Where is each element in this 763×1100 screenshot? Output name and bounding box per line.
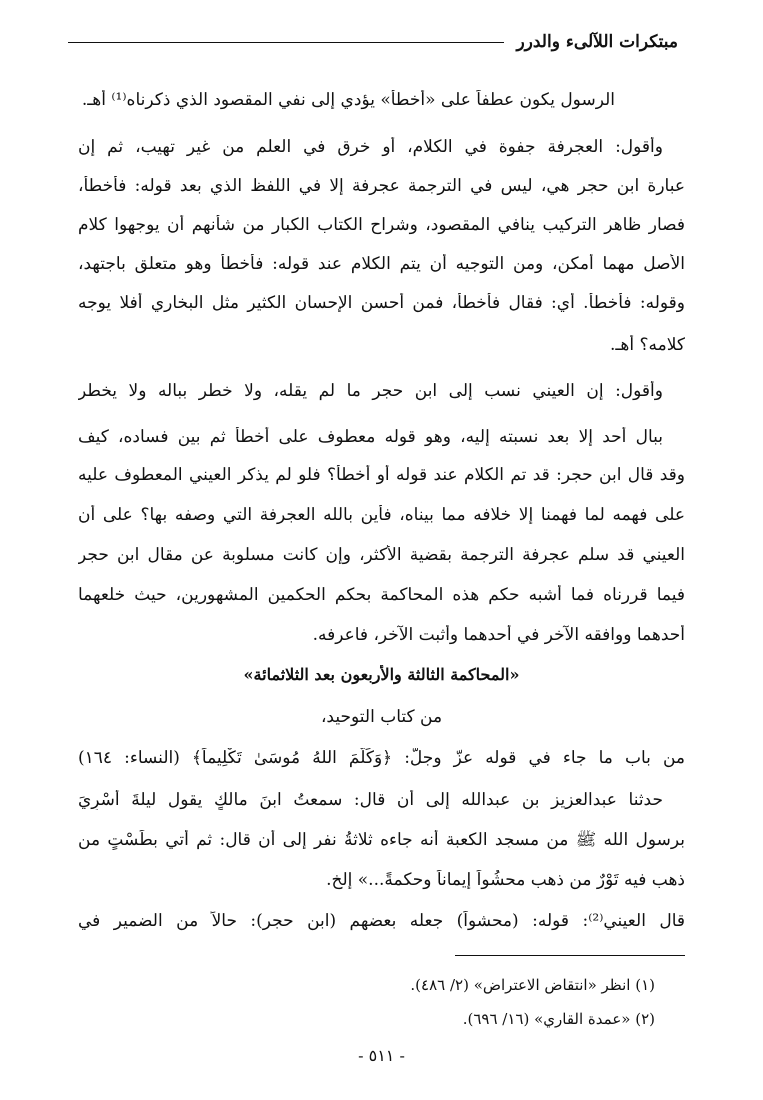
text-line: العيني قد سلم عجرفة الترجمة بقضية الأكثر، وإن كانت مسلوبة عن مقال ابن حجر <box>78 545 685 565</box>
header-title: مبتكرات اللآلىء والدرر <box>516 32 678 52</box>
paragraph-block <box>78 427 685 447</box>
text-line: على فهمه لما فهمنا إلا خلافه مما بيناه، فأين بالله العجرفة التي وصفه بها؟ على أن <box>78 505 685 525</box>
paragraph-block <box>78 137 685 157</box>
paragraph-block <box>78 215 685 235</box>
text-line: كلامه؟ أهـ. <box>610 335 685 355</box>
body-text <box>78 90 685 110</box>
footnote: (٢) «عمدة القاري» (١٦/ ٦٩٦). <box>462 1010 655 1028</box>
page-number: - ٥١١ - <box>358 1046 405 1065</box>
paragraph-block <box>78 176 685 196</box>
text-line: وقد قال ابن حجر: قد تم الكلام عند قوله أو أخطأ؟ فلو لم يذكر العيني المعطوف عليه <box>78 465 685 485</box>
text-line: قال العيني⁽²⁾: قوله: (محشواً) جعله بعضهم (ابن حجر): حالاً من الضمير في <box>78 911 685 931</box>
text-line: الأصل مهما أمكن، ومن التوجيه أن يتم الكلام عند قوله: فأخطأ وهو متعلق باجتهد، <box>78 254 685 274</box>
text-line: وأقول: إن العيني نسب إلى ابن حجر ما لم يقله، ولا خطر بباله ولا يخطر <box>78 381 663 401</box>
section-heading-block <box>78 665 685 685</box>
paragraph-block <box>78 505 685 525</box>
paragraph-block <box>78 585 685 605</box>
text-line: أحدهما ووافقه الآخر في أحدهما وأثبت الآخر، فاعرفه. <box>312 625 685 645</box>
section-subheading-block <box>78 707 685 727</box>
section-heading: «المحاكمة الثالثة والأربعون بعد الثلاثمائة» <box>243 665 520 684</box>
paragraph-block <box>78 381 685 401</box>
paragraph-block <box>78 465 685 485</box>
paragraph-block <box>78 545 685 565</box>
paragraph-block <box>78 625 685 645</box>
paragraph-block <box>78 335 685 355</box>
text-line: ببال أحد إلا بعد نسبته إليه، وهو قوله معطوف على أخطأ ثم بين فساده، كيف <box>78 427 663 447</box>
paragraph-block <box>78 911 685 931</box>
text-line: عبارة ابن حجر هي، ليس في الترجمة عجرفة إلا في اللفظ الذي بعد قوله: فأخطأ، <box>78 176 685 196</box>
text-line: من باب ما جاء في قوله عزّ وجلّ: ﴿وَكَلَّمَ اللهُ مُوسَىٰ تَكْلِيماً﴾ (النساء: ١٦٤) <box>78 748 685 768</box>
text-line: وقوله: فأخطأ. أي: فقال فأخطأ، فمن أحسن الإحسان الكثير مثل البخاري أفلا يوجه <box>78 293 685 313</box>
running-header <box>68 30 678 54</box>
footnote-rule <box>455 955 685 956</box>
paragraph-block <box>78 254 685 274</box>
paragraph-block <box>78 293 685 313</box>
text-line: وأقول: العجرفة جفوة في الكلام، أو خرق في العلم من غير تهيب، ثم إن <box>78 137 663 157</box>
section-subheading: من كتاب التوحيد، <box>320 707 443 727</box>
text-line: ذهب فيه تَوْرٌ من ذهب محشُواً إيماناً وحكمةً...» إلخ. <box>326 870 685 890</box>
text-line: برسول الله ﷺ من مسجد الكعبة أنه جاءه ثلاثةُ نفر إلى أن قال: ثم أُتي بطَسْتٍ من <box>78 830 685 850</box>
paragraph-block <box>78 748 685 768</box>
text-line: فيما قررناه فما أشبه حكم هذه المحاكمة بحكم الحكمين المشهورين، حيث خلعهما <box>78 585 685 605</box>
header-rule <box>68 42 504 43</box>
paragraph-block <box>78 870 685 890</box>
text-line: فصار ظاهر التركيب ينافي المقصود، وشراح الكتاب الكبار من شأنهم أن يوجهوا كلام <box>78 215 685 235</box>
text-line: الرسول يكون عطفاً على «أخطأ» يؤدي إلى نفي المقصود الذي ذكرناه⁽¹⁾ أهـ. <box>81 90 615 110</box>
paragraph-block <box>78 830 685 850</box>
paragraph-block <box>78 790 685 810</box>
text-line: حدثنا عبدالعزيز بن عبدالله إلى أن قال: سمعتُ ابنَ مالكٍ يقول ليلةَ أُسْرِيَ <box>78 790 663 810</box>
footnote: (١) انظر «انتقاض الاعتراض» (٢/ ٤٨٦). <box>410 976 655 994</box>
